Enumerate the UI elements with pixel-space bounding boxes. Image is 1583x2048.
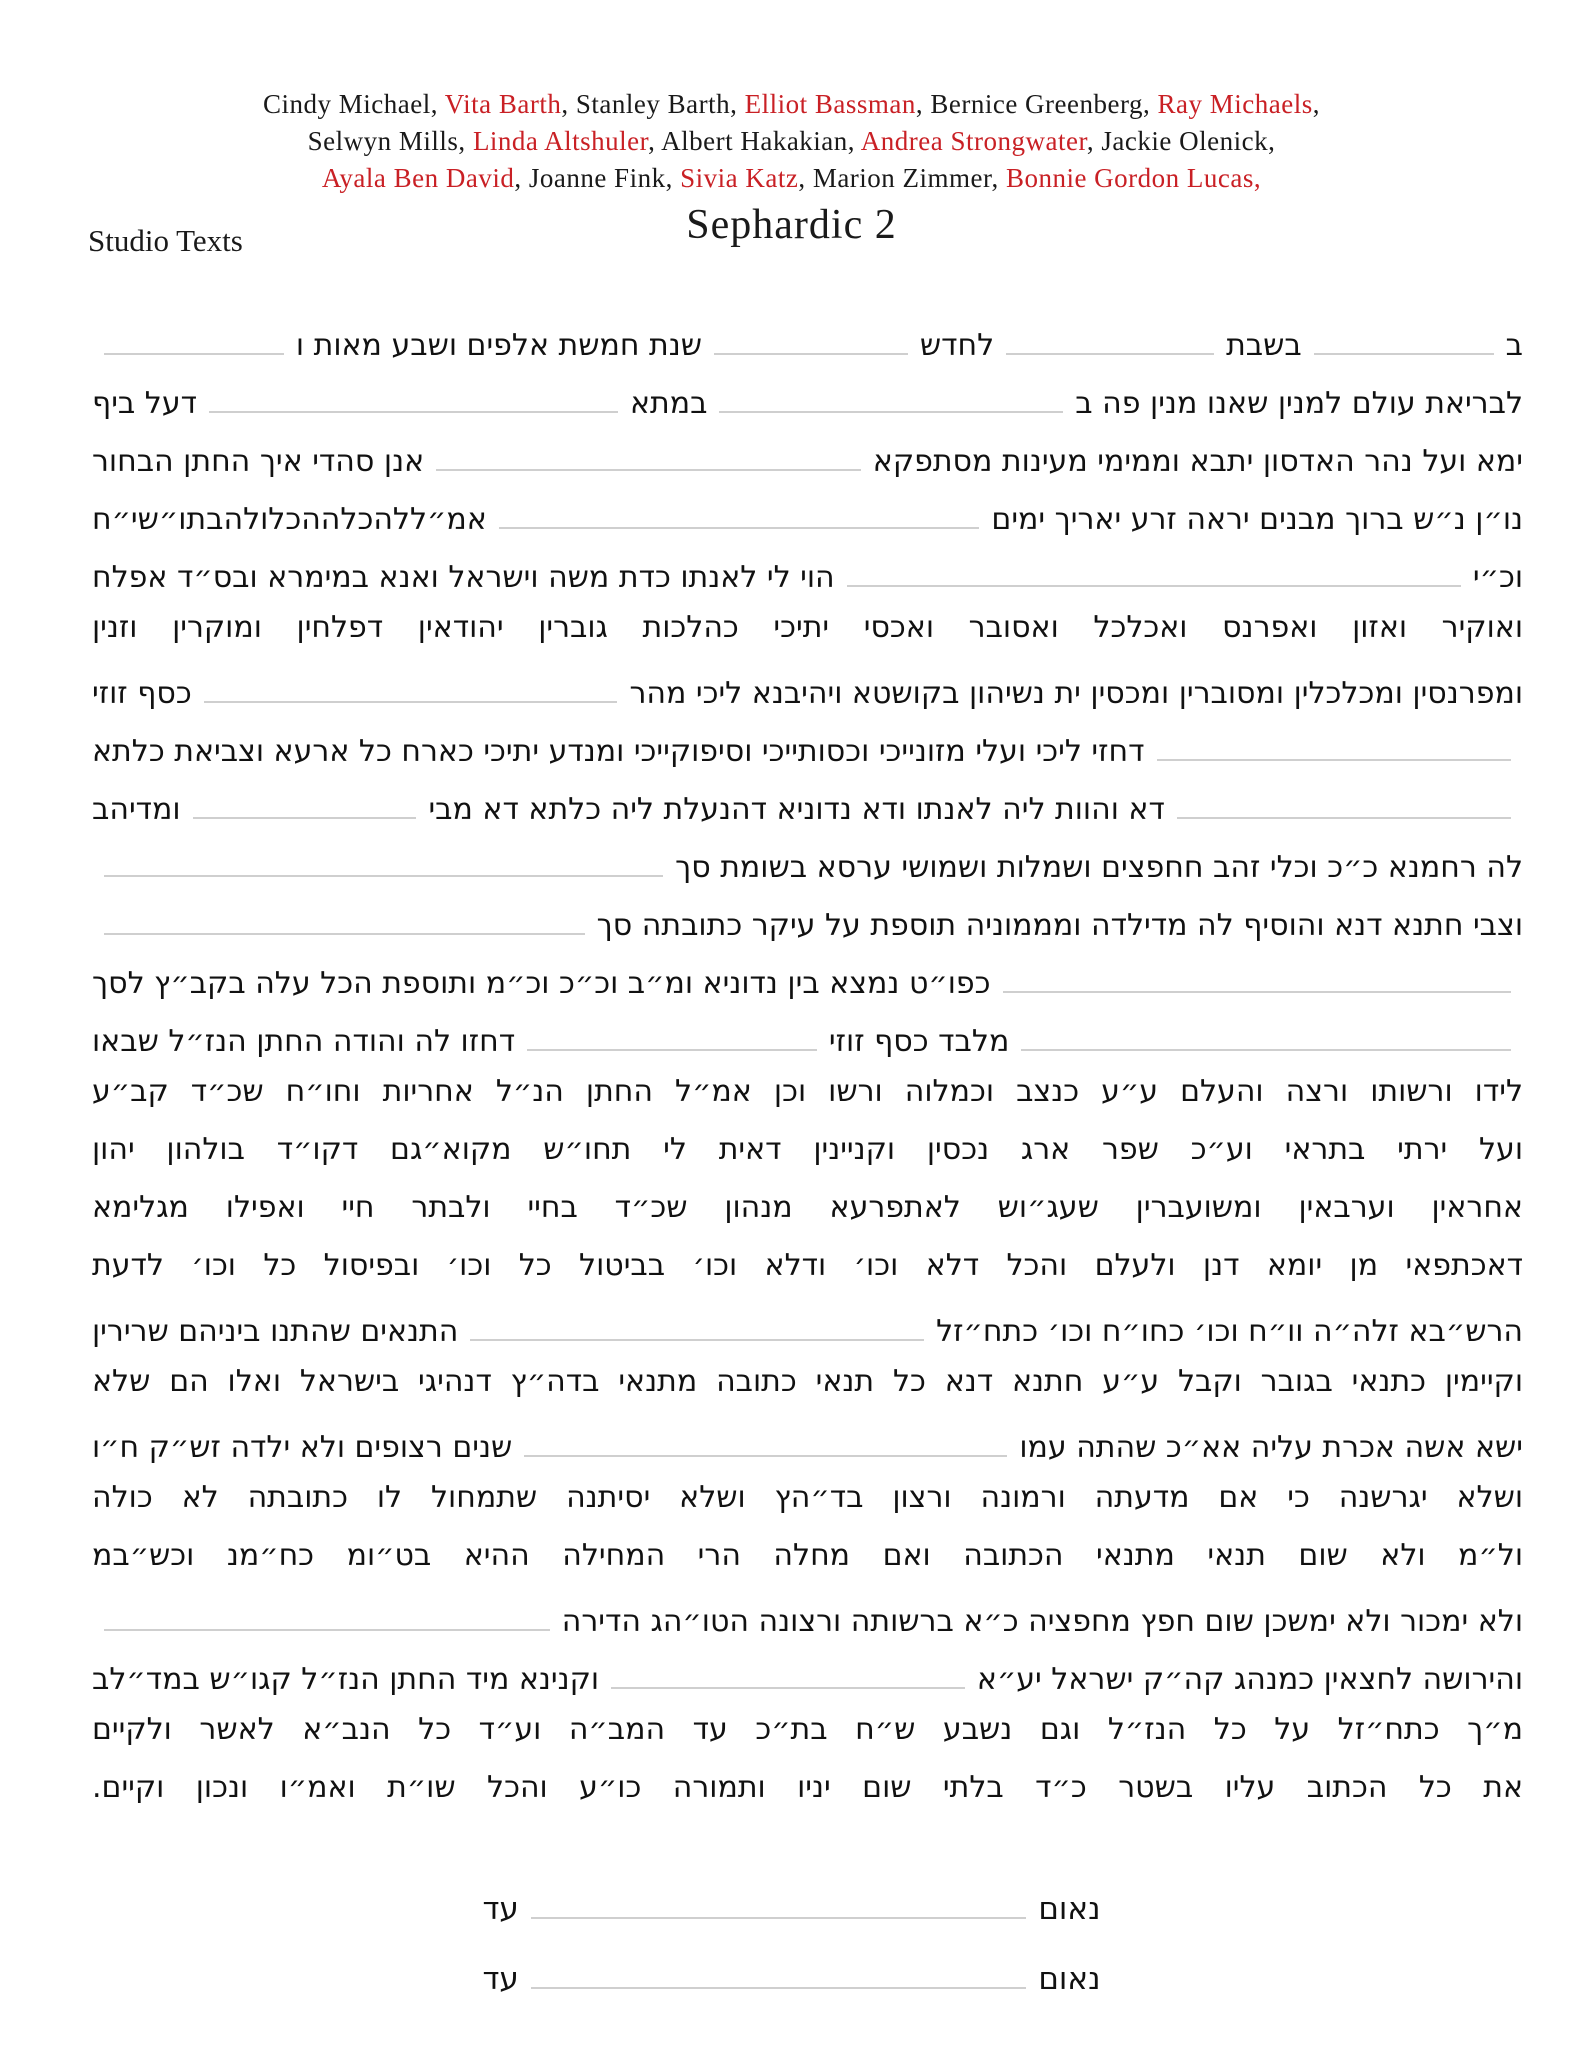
contract-line xyxy=(92,1237,1523,1295)
artist-name-red: Elliot Bassman xyxy=(744,89,916,119)
page-title: Sephardic 2 xyxy=(686,202,897,248)
hebrew-text: הוי לי לאנתו כדת משה וישראל ואנא במימרא ובס״ד אפלח xyxy=(92,560,835,595)
signature-blank[interactable] xyxy=(531,1935,1027,1989)
contract-line xyxy=(92,715,1523,773)
hebrew-text: ב xyxy=(1505,328,1523,363)
artist-names-line xyxy=(0,123,1583,160)
contract-line xyxy=(92,1701,1523,1759)
hebrew-text: התנאים שהתנו ביניהם שרירין xyxy=(92,1314,459,1349)
hebrew-text: ימא ועל נהר האדסון יתבא וממימי מעינות מסתפקא xyxy=(872,444,1523,479)
hebrew-text: ישא אשה אכרת עליה אא״כ שהתה עמו xyxy=(1019,1430,1523,1465)
hebrew-text: מלבד כסף זוזי xyxy=(828,1024,1010,1059)
hebrew-text: ואוקיר ואזון ואפרנס ואכלכל ואסובר ואכסי יתיכי כהלכות גוברין יהודאין דפלחין ומוקרין וזנין xyxy=(92,610,1523,645)
signature-blank[interactable] xyxy=(531,1865,1027,1919)
artist-name-red: Ray Michaels xyxy=(1157,89,1313,119)
artist-name-red: Andrea Strongwater xyxy=(860,126,1087,156)
hebrew-text: וקיימין כתנאי בגובר וקבל ע״ע חתנא דנא כל תנאי כתובה מתנאי בדה״ץ דנהיגי בישראל ואלו הם שלא xyxy=(92,1364,1523,1399)
hebrew-text: לידו ורשותו ורצה והעלם ע״ע כנצב וכמלוה ורשו וכן אמ״ל החתן הנ״ל אחריות וחו״ח שכ״ד קב״ע xyxy=(92,1074,1523,1109)
artist-name: , Jackie Olenick, xyxy=(1086,126,1276,156)
hebrew-text: דחזי ליכי ועלי מזונייכי וכסותייכי וסיפוקייכי ומנדע יתיכי כארח כל ארעא וצביאת כלתא xyxy=(92,734,1145,769)
hebrew-text: במתא xyxy=(629,386,708,421)
fill-in-blank[interactable] xyxy=(1003,947,1511,993)
artist-name: , xyxy=(1312,89,1320,119)
artist-name-red: Bonnie Gordon Lucas, xyxy=(1005,163,1262,193)
contract-line xyxy=(92,1179,1523,1237)
contract-line xyxy=(92,1121,1523,1179)
fill-in-blank[interactable] xyxy=(527,1005,817,1051)
contract-line xyxy=(92,1469,1523,1527)
hebrew-text: את כל הכתוב עליו בשטר כ״ד בלתי שום יניו ותמורה כו״ע והכל שו״ת ואמ״ו ונכון וקיים. xyxy=(92,1770,1523,1805)
hebrew-text: הרש״בא זלה״ה וו״ח וכו׳ כחו״ח וכו׳ כתח״זל xyxy=(936,1314,1523,1349)
fill-in-blank[interactable] xyxy=(1157,715,1511,761)
hebrew-text: ומפרנסין ומכלכלין ומסוברין ומכסין ית נשיהון בקושטא ויהיבנא ליכי מהר xyxy=(629,676,1523,711)
fill-in-blank[interactable] xyxy=(104,309,284,355)
fill-in-blank[interactable] xyxy=(1006,309,1214,355)
artist-name: Cindy Michael, xyxy=(263,89,445,119)
artist-name-red: Vita Barth xyxy=(444,89,562,119)
hebrew-text: וצבי חתנא דנא והוסיף לה מדילדה ומממוניה תוספת על עיקר כתובתה סך xyxy=(596,908,1523,943)
fill-in-blank[interactable] xyxy=(714,309,908,355)
fill-in-blank[interactable] xyxy=(524,1411,1007,1457)
hebrew-text: וקנינא מיד החתן הנז״ל קגו״ש במד״לב xyxy=(92,1662,600,1697)
artist-name-red: Ayala Ben David xyxy=(321,163,515,193)
hebrew-text: דעל ביף xyxy=(92,386,197,421)
hebrew-text: ועל ירתי בתראי וע״כ שפר ארג נכסין וקניינין דאית לי תחו״ש מקוא״גם דקו״ד בולהון יהון xyxy=(92,1132,1523,1167)
hebrew-text: וכ״י xyxy=(1472,560,1523,595)
contract-line xyxy=(92,889,1523,947)
contract-line xyxy=(92,1585,1523,1643)
witness-row xyxy=(483,1865,1101,1935)
contract-line xyxy=(92,483,1523,541)
hebrew-text: לה רחמנא כ״כ וכלי זהב חחפצים ושמלות ושמושי ערסא בשומת סך xyxy=(675,850,1523,885)
fill-in-blank[interactable] xyxy=(204,657,618,703)
hebrew-text: לבריאת עולם למנין שאנו מנין פה ב xyxy=(1075,386,1523,421)
fill-in-blank[interactable] xyxy=(104,1585,550,1631)
hebrew-text: לחדש xyxy=(919,328,995,363)
witness-label: עד xyxy=(482,1891,519,1927)
artist-names xyxy=(0,0,1583,197)
fill-in-blank[interactable] xyxy=(104,889,585,935)
hebrew-text: כפו״ט נמצא בין נדוניא ומ״ב וכ״כ וכ״מ ותוספת הכל עלה בקב״ץ לסך xyxy=(92,966,991,1001)
contract-line xyxy=(92,1643,1523,1701)
hebrew-text: והירושה לחצאין כמנהג קה״ק ישראל יע״א xyxy=(976,1662,1523,1697)
contract-line xyxy=(92,367,1523,425)
artist-name: , Bernice Greenberg, xyxy=(915,89,1158,119)
contract-line xyxy=(92,831,1523,889)
fill-in-blank[interactable] xyxy=(847,541,1461,587)
artist-name-red: Sivia Katz xyxy=(680,163,799,193)
artist-name-red: Linda Altshuler xyxy=(472,126,649,156)
contract-body xyxy=(0,273,1583,1817)
contract-line xyxy=(92,1295,1523,1353)
artist-names-line xyxy=(0,160,1583,197)
contract-line xyxy=(92,1063,1523,1121)
speaker-label: נאום xyxy=(1038,1961,1101,1997)
hebrew-text: נו״ן נ״ש ברוך מבנים יראה זרע יאריך ימים xyxy=(991,502,1523,537)
hebrew-text: מ״ך כתח״זל על כל הנז״ל וגם נשבע ש״ח בת״כ עד המב״ה וע״ד כל הנב״א לאשר ולקיים xyxy=(92,1712,1523,1747)
contract-line xyxy=(92,541,1523,599)
hebrew-text: בשבת xyxy=(1226,328,1302,363)
hebrew-text: כסף זוזי xyxy=(92,676,192,711)
contract-line xyxy=(92,657,1523,715)
fill-in-blank[interactable] xyxy=(499,483,980,529)
hebrew-text: שנים רצופים ולא ילדה זש״ק ח״ו xyxy=(92,1430,513,1465)
hebrew-text: שנת חמשת אלפים ושבע מאות ו xyxy=(295,328,703,363)
witness-signature-block xyxy=(0,1865,1583,2005)
fill-in-blank[interactable] xyxy=(1314,309,1494,355)
hebrew-text: ולא ימכור ולא ימשכן שום חפץ מחפציה כ״א ברשותה ורצונה הטו״הג הדירה xyxy=(561,1604,1523,1639)
witness-label: עד xyxy=(482,1961,519,1997)
contract-line xyxy=(92,309,1523,367)
fill-in-blank[interactable] xyxy=(209,367,618,413)
speaker-label: נאום xyxy=(1038,1891,1101,1927)
witness-row xyxy=(483,1935,1101,2005)
contract-line xyxy=(92,1527,1523,1585)
contract-line xyxy=(92,1005,1523,1063)
fill-in-blank[interactable] xyxy=(1177,773,1511,819)
fill-in-blank[interactable] xyxy=(470,1295,924,1341)
artist-name: , Marion Zimmer, xyxy=(798,163,1006,193)
contract-line xyxy=(92,1353,1523,1411)
hebrew-text: דא והוות ליה לאנתו ודא נדוניא דהנעלת ליה כלתא דא מבי xyxy=(428,792,1165,827)
fill-in-blank[interactable] xyxy=(436,425,861,471)
fill-in-blank[interactable] xyxy=(104,831,663,877)
contract-line xyxy=(92,1759,1523,1817)
artist-name: , Stanley Barth, xyxy=(561,89,745,119)
contract-line xyxy=(92,425,1523,483)
contract-line xyxy=(92,1411,1523,1469)
hebrew-text: אנן סהדי איך החתן הבחור xyxy=(92,444,425,479)
artist-names-line xyxy=(0,86,1583,123)
fill-in-blank[interactable] xyxy=(611,1643,965,1689)
artist-name: , Joanne Fink, xyxy=(514,163,681,193)
fill-in-blank[interactable] xyxy=(1021,1005,1511,1051)
hebrew-text: ומדיהב xyxy=(92,792,181,827)
contract-line xyxy=(92,773,1523,831)
artist-name: , Albert Hakakian, xyxy=(648,126,861,156)
fill-in-blank[interactable] xyxy=(193,773,417,819)
title-row xyxy=(0,201,1583,273)
hebrew-text: ושלא יגרשנה כי אם מדעתה ורמונה ורצון בד״הץ ושלא יסיתנה שתמחול לו כתובתה לא כולה xyxy=(92,1480,1523,1515)
hebrew-text: דחזו לה והודה החתן הנז״ל שבאו xyxy=(92,1024,516,1059)
contract-line xyxy=(92,947,1523,1005)
contract-line xyxy=(92,599,1523,657)
hebrew-text: דאכתפאי מן יומא דנן ולעלם והכל דלא וכו׳ ודלא וכו׳ בביטול כל וכו׳ ובפיסול כל וכו׳ לדעת xyxy=(92,1248,1523,1283)
hebrew-text: ול״מ ולא שום תנאי מתנאי הכתובה ואם מחלה הרי המחילה ההיא בט״ומ כח״מנ וכש״במ xyxy=(92,1538,1523,1573)
hebrew-text: אמ״ללהכלההכלולהבתו״שי״ח xyxy=(92,502,487,537)
hebrew-text: אחראין וערבאין ומשועברין שעג״וש לאתפרעא מנהון שכ״ד בחיי ולבתר חיי ואפילו מגלימא xyxy=(92,1190,1523,1225)
studio-label: Studio Texts xyxy=(88,223,243,258)
fill-in-blank[interactable] xyxy=(719,367,1063,413)
artist-name: Selwyn Mills, xyxy=(307,126,473,156)
